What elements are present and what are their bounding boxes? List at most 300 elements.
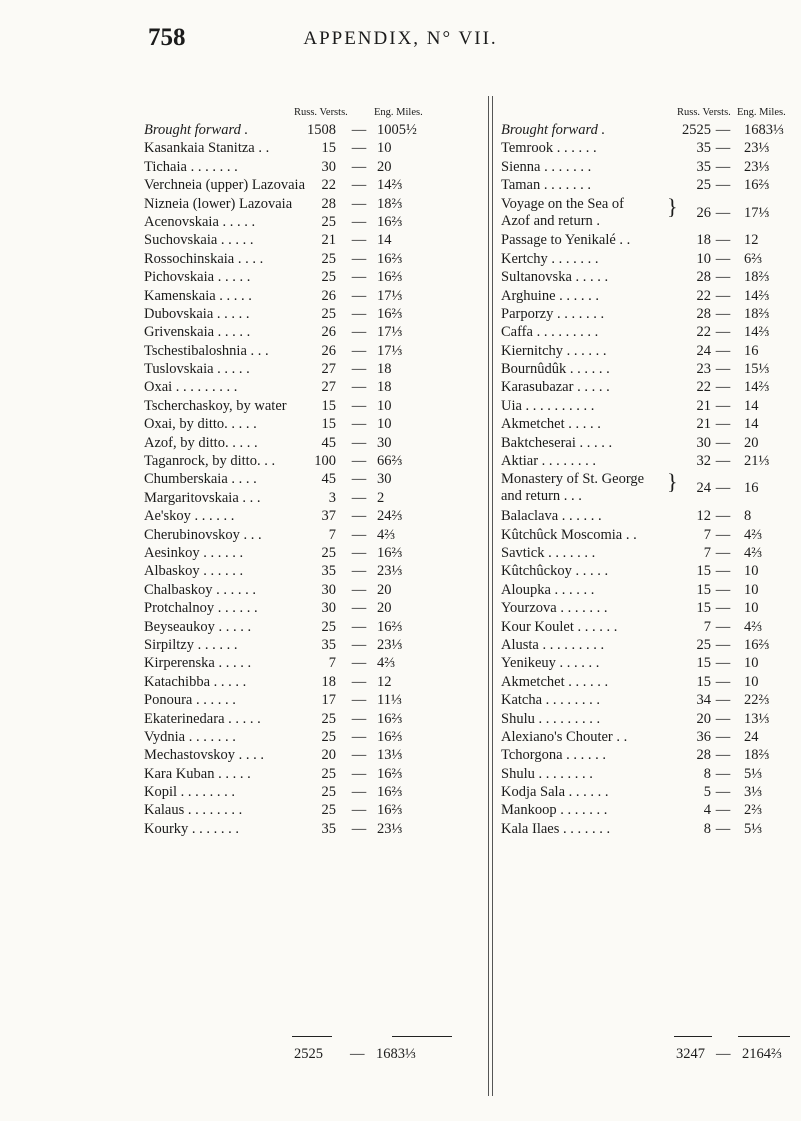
dash: —: [715, 158, 731, 175]
table-row: [501, 544, 799, 562]
miles-value: 10: [377, 416, 392, 433]
place-name: Katcha . . . . . . . .: [501, 692, 601, 709]
miles-value: 16⅔: [744, 177, 770, 194]
table-row: [144, 470, 484, 488]
versts-value: 7: [703, 526, 711, 543]
dash: —: [715, 636, 731, 653]
versts-value: 26: [321, 287, 336, 304]
versts-value: 22: [321, 177, 336, 194]
versts-value: 35: [321, 563, 336, 580]
miles-value: 21⅓: [744, 453, 770, 470]
dash: —: [715, 416, 731, 433]
versts-value: 25: [696, 636, 711, 653]
miles-value: 10: [744, 600, 759, 617]
place-name: Bournûdûk . . . . . .: [501, 361, 610, 378]
dash: —: [351, 489, 367, 506]
table-row: [144, 415, 484, 433]
miles-value: 14⅔: [744, 324, 770, 341]
table-row: [501, 287, 799, 305]
dash: —: [351, 563, 367, 580]
versts-value: 45: [321, 471, 336, 488]
place-name: Kiernitchy . . . . . .: [501, 342, 607, 359]
dash: —: [351, 471, 367, 488]
dash: —: [351, 287, 367, 304]
miles-value: 30: [377, 471, 392, 488]
miles-value: 11⅓: [377, 692, 402, 709]
table-row: [501, 342, 799, 360]
miles-value: 5⅓: [744, 820, 763, 837]
place-name: [501, 196, 624, 230]
versts-value: 7: [703, 545, 711, 562]
place-name: Aesinkoy . . . . . .: [144, 544, 244, 561]
miles-value: 18⅔: [744, 269, 770, 286]
miles-value: 23⅓: [377, 563, 403, 580]
versts-value: 15: [696, 581, 711, 598]
versts-value: 100: [314, 453, 336, 470]
place-name: Passage to Yenikalé . .: [501, 232, 631, 249]
versts-value: 24: [696, 480, 711, 497]
right-column: [501, 107, 799, 1121]
place-name: Sirpiltzy . . . . . .: [144, 636, 238, 653]
versts-value: 15: [696, 673, 711, 690]
miles-value: 18⅔: [744, 747, 770, 764]
place-name: Protchalnoy . . . . . .: [144, 600, 258, 617]
versts-value: 35: [696, 158, 711, 175]
versts-value: 25: [321, 250, 336, 267]
dash: —: [351, 747, 367, 764]
table-row: [144, 654, 484, 672]
dash: —: [715, 673, 731, 690]
miles-value: 6⅔: [744, 250, 763, 267]
table-row: [144, 268, 484, 286]
miles-value: 23⅓: [377, 636, 403, 653]
table-row: [144, 636, 484, 654]
versts-header: Russ. Versts.: [294, 107, 348, 118]
table-row: [501, 654, 799, 672]
miles-value: 10: [744, 581, 759, 598]
miles-value: 66⅔: [377, 453, 403, 470]
right-total-rule: [674, 1036, 712, 1037]
versts-value: 12: [696, 508, 711, 525]
versts-value: 25: [321, 269, 336, 286]
miles-value: 16⅔: [377, 765, 403, 782]
dash: —: [351, 765, 367, 782]
table-row: [501, 176, 799, 194]
table-row: [144, 378, 484, 396]
dash: —: [351, 195, 367, 212]
versts-value: 15: [696, 600, 711, 617]
dash: —: [715, 784, 731, 801]
miles-value: 17⅓: [744, 204, 770, 221]
table-row: [501, 250, 799, 268]
miles-value: 18⅔: [377, 195, 403, 212]
table-row: [501, 397, 799, 415]
dash: —: [715, 480, 731, 497]
miles-value: 8: [744, 508, 752, 525]
miles-value: 16⅔: [377, 269, 403, 286]
brace-icon: }: [667, 193, 678, 219]
miles-value: 16⅔: [744, 636, 770, 653]
table-row: [501, 526, 799, 544]
miles-value: 24: [744, 728, 759, 745]
place-name: Kertchy . . . . . . .: [501, 250, 599, 267]
place-name: Brought forward .: [144, 122, 249, 138]
dash: —: [351, 618, 367, 635]
miles-value: 16⅔: [377, 728, 403, 745]
versts-value: 30: [321, 581, 336, 598]
table-row: [501, 599, 799, 617]
place-name: Alexiano's Chouter . .: [501, 728, 628, 745]
versts-value: 25: [321, 728, 336, 745]
place-name: Dubovskaia . . . . .: [144, 305, 250, 322]
place-name: Chalbaskoy . . . . . .: [144, 581, 256, 598]
miles-value: 15⅓: [744, 361, 770, 378]
place-name: Margaritovskaia . . .: [144, 489, 261, 506]
dash: —: [715, 342, 731, 359]
table-row: [144, 158, 484, 176]
place-name: Beyseaukoy . . . . .: [144, 618, 252, 635]
dash: —: [715, 728, 731, 745]
table-row: [144, 581, 484, 599]
miles-header: Eng. Miles.: [374, 107, 423, 118]
versts-value: 45: [321, 434, 336, 451]
miles-value: 4⅔: [744, 618, 763, 635]
miles-value: 16⅔: [377, 784, 403, 801]
place-name: Ae'skoy . . . . . .: [144, 508, 235, 525]
dash: —: [351, 416, 367, 433]
dash: —: [351, 453, 367, 470]
dash: —: [715, 581, 731, 598]
versts-value: 28: [696, 269, 711, 286]
miles-value: 18⅔: [744, 305, 770, 322]
miles-value: 10: [744, 673, 759, 690]
dash: —: [715, 545, 731, 562]
miles-value: 10: [377, 140, 392, 157]
dash: —: [715, 324, 731, 341]
versts-value: 18: [696, 232, 711, 249]
place-name: Tscherchaskoy, by water: [144, 397, 287, 414]
versts-value: 27: [321, 379, 336, 396]
dash: —: [715, 618, 731, 635]
miles-value: 17⅓: [377, 342, 403, 359]
left-total-versts: 2525: [294, 1046, 323, 1062]
place-name: Baktcheserai . . . . .: [501, 434, 613, 451]
place-name: Yenikeuy . . . . . .: [501, 655, 600, 672]
versts-value: 7: [328, 526, 336, 543]
miles-value: 14⅔: [377, 177, 403, 194]
table-row: [501, 121, 799, 139]
place-name: Taganrock, by ditto. . .: [144, 453, 276, 470]
table-row: [501, 801, 799, 819]
dash: —: [715, 434, 731, 451]
versts-value: 21: [321, 232, 336, 249]
dash: —: [351, 508, 367, 525]
place-name: [501, 471, 644, 505]
place-name: Ponoura . . . . . .: [144, 692, 236, 709]
place-name: Acenovskaia . . . . .: [144, 213, 256, 230]
table-row: [144, 397, 484, 415]
dash: —: [715, 710, 731, 727]
left-total-rule: [292, 1036, 332, 1037]
dash: —: [715, 820, 731, 837]
miles-value: 10: [377, 397, 392, 414]
page-number: 758: [148, 24, 186, 51]
place-name: Taman . . . . . . .: [501, 177, 591, 194]
dash: —: [351, 122, 367, 138]
dash: —: [715, 204, 731, 221]
table-row: [501, 158, 799, 176]
miles-value: 4⅔: [744, 545, 763, 562]
place-name: Temrook . . . . . .: [501, 140, 597, 157]
versts-value: 18: [321, 673, 336, 690]
table-row: [501, 673, 799, 691]
versts-value: 35: [696, 140, 711, 157]
versts-value: 8: [703, 765, 711, 782]
dash: —: [351, 820, 367, 837]
table-row: [501, 765, 799, 783]
miles-value: 20: [377, 581, 392, 598]
place-name-line2: Azof and return .: [501, 212, 601, 229]
table-row: [144, 710, 484, 728]
place-name: Azof, by ditto. . . . .: [144, 434, 258, 451]
place-name: Katachibba . . . . .: [144, 673, 247, 690]
versts-value: 7: [328, 655, 336, 672]
table-row: [144, 250, 484, 268]
versts-value: 3: [328, 489, 336, 506]
dash: —: [351, 158, 367, 175]
miles-value: 20: [377, 600, 392, 617]
dash: —: [715, 232, 731, 249]
versts-value: 25: [321, 213, 336, 230]
miles-value: 10: [744, 563, 759, 580]
miles-value: 16⅔: [377, 618, 403, 635]
place-name: Tichaia . . . . . . .: [144, 158, 238, 175]
miles-value: 12: [377, 673, 392, 690]
table-row: [144, 801, 484, 819]
dash: —: [715, 600, 731, 617]
dash: —: [715, 250, 731, 267]
place-name: Verchneia (upper) Lazovaia: [144, 177, 306, 194]
miles-value: 14⅔: [744, 287, 770, 304]
page-header: [0, 14, 801, 54]
dash: —: [351, 250, 367, 267]
versts-value: 1508: [307, 122, 336, 138]
place-name: Parporzy . . . . . . .: [501, 305, 605, 322]
versts-value: 23: [696, 361, 711, 378]
table-row: [144, 489, 484, 507]
versts-value: 30: [321, 600, 336, 617]
table-row: [144, 434, 484, 452]
miles-value: 2⅔: [744, 802, 763, 819]
versts-value: 15: [696, 563, 711, 580]
dash: —: [351, 728, 367, 745]
table-row: [144, 139, 484, 157]
versts-value: 20: [321, 747, 336, 764]
dash: —: [351, 692, 367, 709]
versts-value: 25: [321, 802, 336, 819]
place-name: Caffa . . . . . . . . .: [501, 324, 599, 341]
versts-value: 10: [696, 250, 711, 267]
miles-value: 13⅓: [377, 747, 403, 764]
table-row: [501, 562, 799, 580]
miles-value: 16: [744, 342, 759, 359]
place-name: Kalaus . . . . . . . .: [144, 802, 243, 819]
dash: —: [351, 600, 367, 617]
versts-value: 15: [321, 416, 336, 433]
table-row: [144, 728, 484, 746]
right-total-miles: 2164⅔: [742, 1046, 782, 1062]
table-row: [144, 765, 484, 783]
dash: —: [715, 747, 731, 764]
miles-value: 30: [377, 434, 392, 451]
table-row: [501, 691, 799, 709]
versts-value: 35: [321, 820, 336, 837]
table-row: [144, 562, 484, 580]
table-row: [501, 728, 799, 746]
versts-value: 36: [696, 728, 711, 745]
dash: —: [351, 342, 367, 359]
versts-value: 28: [321, 195, 336, 212]
place-name: Suchovskaia . . . . .: [144, 232, 254, 249]
table-row: [144, 323, 484, 341]
versts-value: 26: [321, 324, 336, 341]
miles-value: 20: [744, 434, 759, 451]
miles-value: 3⅓: [744, 784, 763, 801]
dash: —: [351, 655, 367, 672]
table-row: [144, 360, 484, 378]
dash: —: [715, 655, 731, 672]
miles-value: 14: [744, 397, 759, 414]
miles-value: 2: [377, 489, 385, 506]
place-name: Brought forward .: [501, 122, 606, 138]
table-row: [501, 378, 799, 396]
miles-value: 14: [744, 416, 759, 433]
versts-value: 17: [321, 692, 336, 709]
miles-value: 1005½: [377, 122, 417, 138]
miles-value: 13⅓: [744, 710, 770, 727]
versts-value: 7: [703, 618, 711, 635]
column-divider: [488, 96, 493, 1096]
table-row: [501, 710, 799, 728]
versts-value: 25: [696, 177, 711, 194]
dash: —: [351, 397, 367, 414]
dash: —: [351, 213, 367, 230]
table-row: [144, 526, 484, 544]
table-row: [144, 746, 484, 764]
table-row: [501, 434, 799, 452]
miles-value: 23⅓: [377, 820, 403, 837]
miles-value: 23⅓: [744, 140, 770, 157]
dash: —: [715, 526, 731, 543]
table-row: [144, 213, 484, 231]
dash: —: [351, 177, 367, 194]
miles-value: 16⅔: [377, 305, 403, 322]
place-name: Oxai . . . . . . . . .: [144, 379, 238, 396]
place-name: Kamenskaia . . . . .: [144, 287, 252, 304]
place-name: Kour Koulet . . . . . .: [501, 618, 618, 635]
table-row: [501, 195, 799, 232]
versts-value: 27: [321, 361, 336, 378]
table-row: [501, 581, 799, 599]
table-row: [144, 691, 484, 709]
dash: —: [715, 140, 731, 157]
miles-value: 20: [377, 158, 392, 175]
table-row: [501, 470, 799, 507]
place-name: Kûtchûck Moscomia . .: [501, 526, 637, 543]
brace-icon: }: [667, 469, 678, 495]
versts-value: 25: [321, 784, 336, 801]
versts-value: 5: [703, 784, 711, 801]
dash: —: [351, 673, 367, 690]
versts-value: 15: [321, 140, 336, 157]
table-row: [501, 746, 799, 764]
versts-value: 21: [696, 416, 711, 433]
place-name: Alusta . . . . . . . . .: [501, 636, 605, 653]
right-total-rule: [738, 1036, 790, 1037]
miles-value: 23⅓: [744, 158, 770, 175]
table-row: [144, 783, 484, 801]
place-name: Nizneia (lower) Lazovaia: [144, 195, 293, 212]
versts-value: 15: [321, 397, 336, 414]
table-row: [501, 452, 799, 470]
place-name: Cherubinovskoy . . .: [144, 526, 262, 543]
dash: —: [351, 434, 367, 451]
versts-value: 22: [696, 324, 711, 341]
table-row: [501, 360, 799, 378]
right-total-dash: —: [716, 1046, 731, 1062]
miles-value: 17⅓: [377, 324, 403, 341]
miles-value: 18: [377, 361, 392, 378]
miles-value: 10: [744, 655, 759, 672]
place-name: Kodja Sala . . . . . .: [501, 784, 609, 801]
versts-value: 22: [696, 287, 711, 304]
place-name: Akmetchet . . . . . .: [501, 673, 609, 690]
miles-value: 14: [377, 232, 392, 249]
versts-value: 25: [321, 765, 336, 782]
place-name: Tuslovskaia . . . . .: [144, 361, 250, 378]
place-name: Tchorgona . . . . . .: [501, 747, 607, 764]
miles-value: 14⅔: [744, 379, 770, 396]
place-name: Chumberskaia . . . .: [144, 471, 257, 488]
table-row: [144, 507, 484, 525]
page-title: APPENDIX, N° VII.: [303, 28, 498, 49]
versts-value: 15: [696, 655, 711, 672]
place-name: Kourky . . . . . . .: [144, 820, 240, 837]
versts-value: 25: [321, 710, 336, 727]
miles-value: 4⅔: [377, 655, 396, 672]
table-row: [501, 231, 799, 249]
versts-value: 35: [321, 636, 336, 653]
table-row: [501, 820, 799, 838]
place-name: Uia . . . . . . . . . .: [501, 397, 595, 414]
dash: —: [715, 397, 731, 414]
table-row: [144, 195, 484, 213]
dash: —: [351, 269, 367, 286]
place-name: Kasankaia Stanitza . .: [144, 140, 270, 157]
left-total-miles: 1683⅓: [376, 1046, 416, 1062]
place-name: Mechastovskoy . . . .: [144, 747, 265, 764]
table-row: [144, 231, 484, 249]
place-name: Kara Kuban . . . . .: [144, 765, 251, 782]
dash: —: [715, 802, 731, 819]
table-row: [144, 452, 484, 470]
versts-value: 25: [321, 305, 336, 322]
versts-value: 22: [696, 379, 711, 396]
table-row: [144, 176, 484, 194]
right-total-versts: 3247: [676, 1046, 705, 1062]
dash: —: [715, 379, 731, 396]
miles-value: 12: [744, 232, 759, 249]
